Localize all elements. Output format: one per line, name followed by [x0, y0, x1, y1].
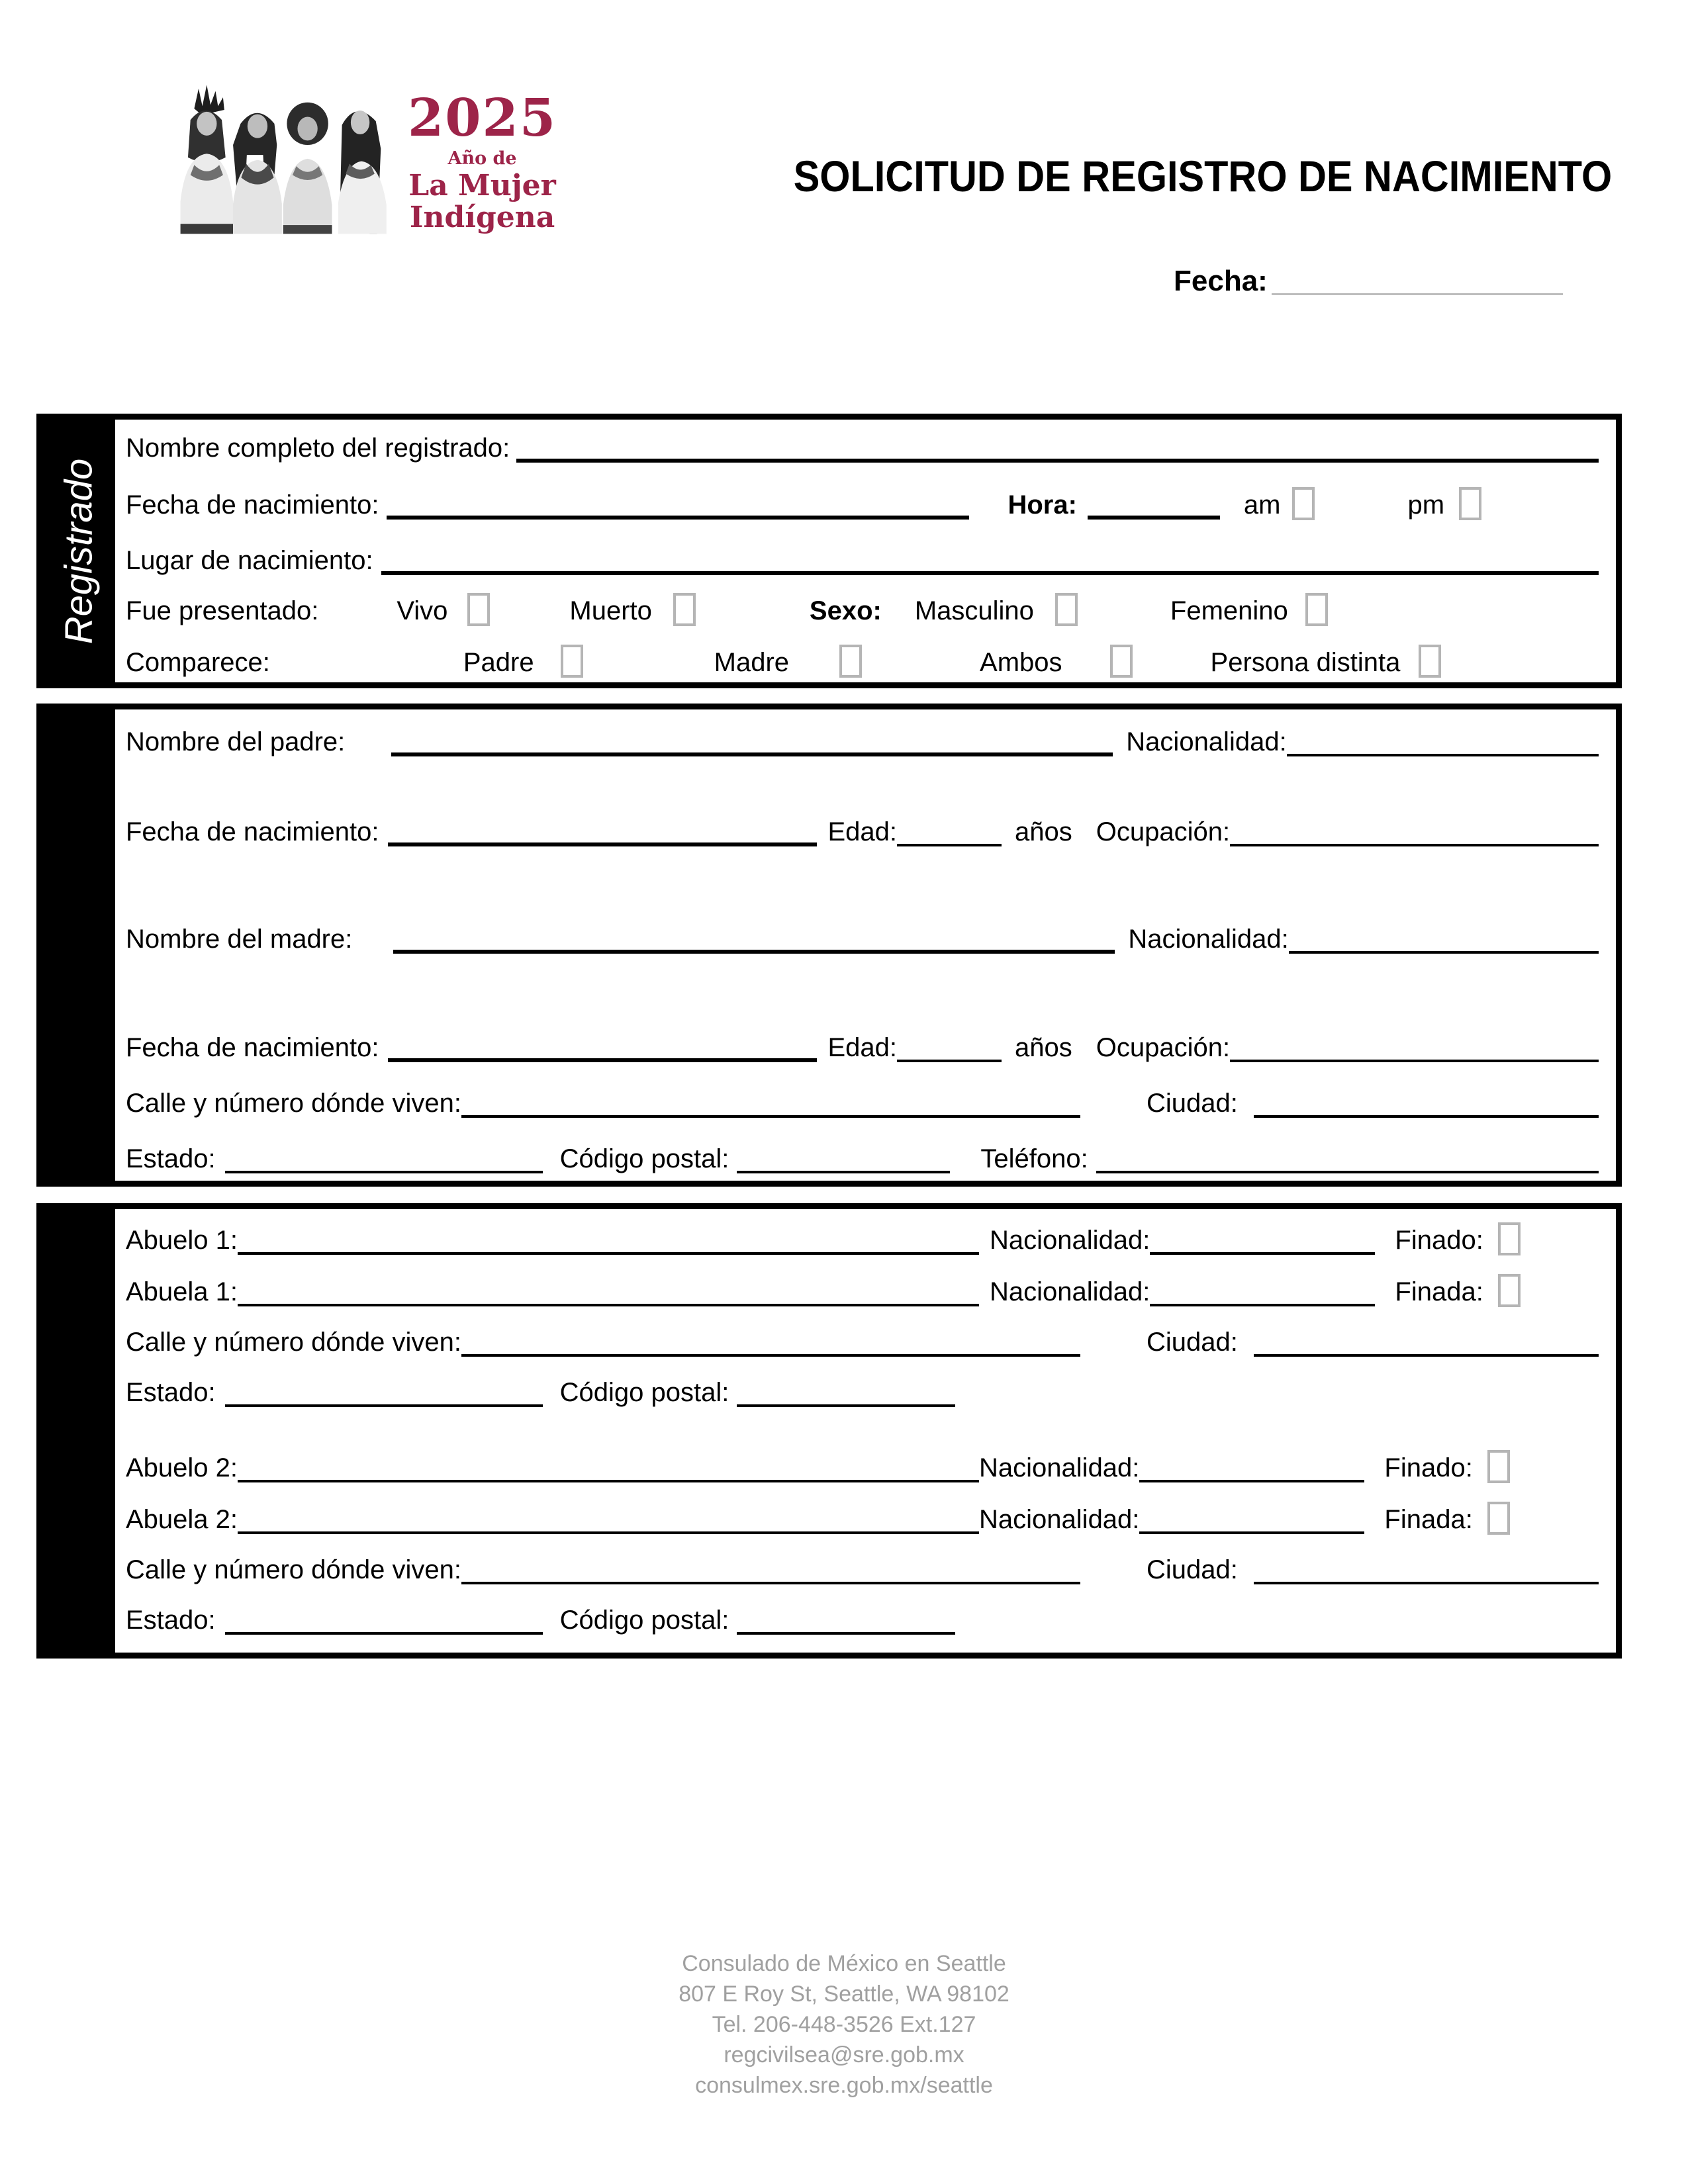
persona-distinta-checkbox[interactable]	[1419, 645, 1441, 678]
abuelos1-calle-input-line[interactable]	[461, 1354, 1080, 1357]
pm-label: pm	[1407, 490, 1445, 520]
madre-anios-label: años	[1014, 1033, 1072, 1062]
section-abuelos-band	[42, 1209, 115, 1653]
padre-ocupacion-input-line[interactable]	[1230, 844, 1599, 846]
madre-edad-input-line[interactable]	[897, 1060, 1002, 1062]
abuela1-label: Abuela 1:	[126, 1277, 238, 1306]
abuela1-nacionalidad-input-line[interactable]	[1150, 1304, 1375, 1306]
sexo-label: Sexo:	[809, 596, 882, 625]
persona-distinta-label: Persona distinta	[1210, 648, 1401, 677]
section-registrado-band	[42, 420, 115, 682]
abuelos2-ciudad-input-line[interactable]	[1254, 1582, 1599, 1584]
padres-telefono-label: Teléfono:	[980, 1144, 1088, 1173]
nombre-madre-input-line[interactable]	[393, 950, 1115, 954]
abuelo1-nacionalidad-input-line[interactable]	[1150, 1252, 1375, 1255]
logo-line-la-mujer: La Mujer	[408, 169, 556, 203]
padre-nacionalidad-label: Nacionalidad:	[1126, 727, 1287, 756]
fecha-field	[1174, 265, 1563, 298]
abuela2-label: Abuela 2:	[126, 1505, 238, 1534]
ambos-checkbox[interactable]	[1110, 645, 1133, 678]
madre-fecha-nacimiento-input-line[interactable]	[388, 1058, 817, 1062]
masculino-checkbox[interactable]	[1055, 593, 1078, 626]
hora-input-line[interactable]	[1088, 516, 1220, 520]
lugar-nacimiento-label: Lugar de nacimiento:	[126, 546, 373, 575]
consulate-footer	[0, 1949, 1688, 2101]
form-title: SOLICITUD DE REGISTRO DE NACIMIENTO	[793, 152, 1613, 201]
vivo-checkbox[interactable]	[467, 593, 490, 626]
abuelos2-calle-input-line[interactable]	[461, 1582, 1080, 1584]
madre-ocupacion-label: Ocupación:	[1096, 1033, 1231, 1062]
comparece-label: Comparece:	[126, 648, 270, 677]
padres-calle-input-line[interactable]	[461, 1115, 1080, 1118]
abuelo1-nacionalidad-label: Nacionalidad:	[990, 1226, 1150, 1255]
abuela1-finada-checkbox[interactable]	[1498, 1274, 1521, 1307]
fecha-label: Fecha:	[1174, 265, 1268, 297]
madre-nacionalidad-input-line[interactable]	[1289, 951, 1599, 954]
abuelo1-label: Abuelo 1:	[126, 1226, 238, 1255]
padres-ciudad-label: Ciudad:	[1146, 1089, 1238, 1118]
abuelo2-nacionalidad-label: Nacionalidad:	[979, 1453, 1140, 1482]
muerto-label: Muerto	[569, 596, 652, 625]
abuelos1-ciudad-label: Ciudad:	[1146, 1328, 1238, 1357]
logo-line-indigena: Indígena	[409, 201, 555, 234]
abuelos2-ciudad-label: Ciudad:	[1146, 1555, 1238, 1584]
femenino-checkbox[interactable]	[1305, 593, 1328, 626]
padre-edad-label: Edad:	[827, 817, 897, 846]
padres-estado-input-line[interactable]	[225, 1171, 543, 1173]
padres-estado-label: Estado:	[126, 1144, 216, 1173]
madre-fecha-nacimiento-label: Fecha de nacimiento:	[126, 1033, 379, 1062]
padre-anios-label: años	[1014, 817, 1072, 846]
madre-nacionalidad-label: Nacionalidad:	[1128, 925, 1289, 954]
footer-consulate-name: Consulado de México en Seattle	[682, 1951, 1006, 1976]
abuelos1-estado-label: Estado:	[126, 1378, 216, 1407]
vivo-label: Vivo	[397, 596, 448, 625]
abuelos1-codigo-postal-input-line[interactable]	[737, 1404, 955, 1407]
nombre-padre-input-line[interactable]	[391, 752, 1113, 756]
padre-label: Padre	[463, 648, 534, 677]
abuelos2-codigo-postal-label: Código postal:	[559, 1606, 729, 1635]
footer-website: consulmex.sre.gob.mx/seattle	[695, 2072, 993, 2098]
am-checkbox[interactable]	[1292, 487, 1315, 520]
padres-codigo-postal-input-line[interactable]	[737, 1171, 950, 1173]
padres-ciudad-input-line[interactable]	[1254, 1115, 1599, 1118]
muerto-checkbox[interactable]	[673, 593, 696, 626]
abuela2-finada-label: Finada:	[1384, 1505, 1473, 1534]
abuelo2-input-line[interactable]	[238, 1480, 979, 1482]
nombre-madre-label: Nombre del madre:	[126, 925, 353, 954]
abuela2-nacionalidad-label: Nacionalidad:	[979, 1505, 1140, 1534]
abuela1-finada-label: Finada:	[1395, 1277, 1483, 1306]
ambos-label: Ambos	[980, 648, 1062, 677]
abuelo2-finado-label: Finado:	[1384, 1453, 1473, 1482]
abuelo1-finado-checkbox[interactable]	[1498, 1222, 1521, 1255]
madre-label: Madre	[714, 648, 790, 677]
abuelo1-finado-label: Finado:	[1395, 1226, 1483, 1255]
madre-edad-label: Edad:	[827, 1033, 897, 1062]
section-abuelos	[36, 1203, 1622, 1659]
logo-year: 2025	[408, 88, 557, 148]
abuela2-finada-checkbox[interactable]	[1487, 1502, 1510, 1535]
logo-women-illustration	[164, 85, 396, 240]
logo-2025-mujer-indigena	[164, 85, 557, 240]
abuelo2-finado-checkbox[interactable]	[1487, 1450, 1510, 1483]
section-registrado	[36, 414, 1622, 688]
footer-email: regcivilsea@sre.gob.mx	[724, 2042, 964, 2068]
masculino-label: Masculino	[914, 596, 1034, 625]
abuela2-nacionalidad-input-line[interactable]	[1139, 1531, 1364, 1534]
abuelos2-estado-input-line[interactable]	[225, 1632, 543, 1635]
padre-edad-input-line[interactable]	[897, 844, 1002, 846]
lugar-nacimiento-input-line[interactable]	[381, 571, 1599, 575]
abuelos1-estado-input-line[interactable]	[225, 1404, 543, 1407]
fue-presentado-label: Fue presentado:	[126, 596, 319, 625]
nombre-padre-label: Nombre del padre:	[126, 727, 346, 756]
madre-checkbox[interactable]	[839, 645, 862, 678]
nombre-completo-input-line[interactable]	[516, 459, 1599, 463]
padre-nacionalidad-input-line[interactable]	[1287, 754, 1599, 756]
padre-checkbox[interactable]	[561, 645, 583, 678]
abuela1-input-line[interactable]	[238, 1304, 979, 1306]
fecha-input-line[interactable]	[1272, 293, 1563, 295]
abuelos1-codigo-postal-label: Código postal:	[559, 1378, 729, 1407]
abuelos1-ciudad-input-line[interactable]	[1254, 1354, 1599, 1357]
footer-address: 807 E Roy St, Seattle, WA 98102	[679, 1981, 1009, 2007]
femenino-label: Femenino	[1170, 596, 1288, 625]
abuelo2-nacionalidad-input-line[interactable]	[1139, 1480, 1364, 1482]
padres-codigo-postal-label: Código postal:	[559, 1144, 729, 1173]
padre-fecha-nacimiento-label: Fecha de nacimiento:	[126, 817, 379, 846]
abuela2-input-line[interactable]	[238, 1531, 979, 1534]
section-padres-band	[42, 709, 115, 1181]
fecha-nacimiento-input-line[interactable]	[387, 516, 969, 520]
section-registrado-side-label: Registrado	[57, 458, 101, 644]
abuelo1-input-line[interactable]	[238, 1252, 979, 1255]
pm-checkbox[interactable]	[1459, 487, 1481, 520]
hora-label: Hora:	[1008, 490, 1077, 520]
section-padres	[36, 704, 1622, 1187]
abuela1-nacionalidad-label: Nacionalidad:	[990, 1277, 1150, 1306]
am-label: am	[1243, 490, 1281, 520]
fecha-nacimiento-label: Fecha de nacimiento:	[126, 490, 379, 520]
padre-ocupacion-label: Ocupación:	[1096, 817, 1231, 846]
madre-ocupacion-input-line[interactable]	[1230, 1060, 1599, 1062]
abuelos2-calle-label: Calle y número dónde viven:	[126, 1555, 461, 1584]
padres-telefono-input-line[interactable]	[1096, 1171, 1599, 1173]
footer-phone: Tel. 206-448-3526 Ext.127	[712, 2011, 976, 2037]
abuelos1-calle-label: Calle y número dónde viven:	[126, 1328, 461, 1357]
nombre-completo-label: Nombre completo del registrado:	[126, 433, 510, 463]
padres-calle-label: Calle y número dónde viven:	[126, 1089, 461, 1118]
abuelos2-estado-label: Estado:	[126, 1606, 216, 1635]
abuelos2-codigo-postal-input-line[interactable]	[737, 1632, 955, 1635]
padre-fecha-nacimiento-input-line[interactable]	[388, 842, 817, 846]
abuelo2-label: Abuelo 2:	[126, 1453, 238, 1482]
logo-line-ano-de: Año de	[447, 148, 517, 169]
